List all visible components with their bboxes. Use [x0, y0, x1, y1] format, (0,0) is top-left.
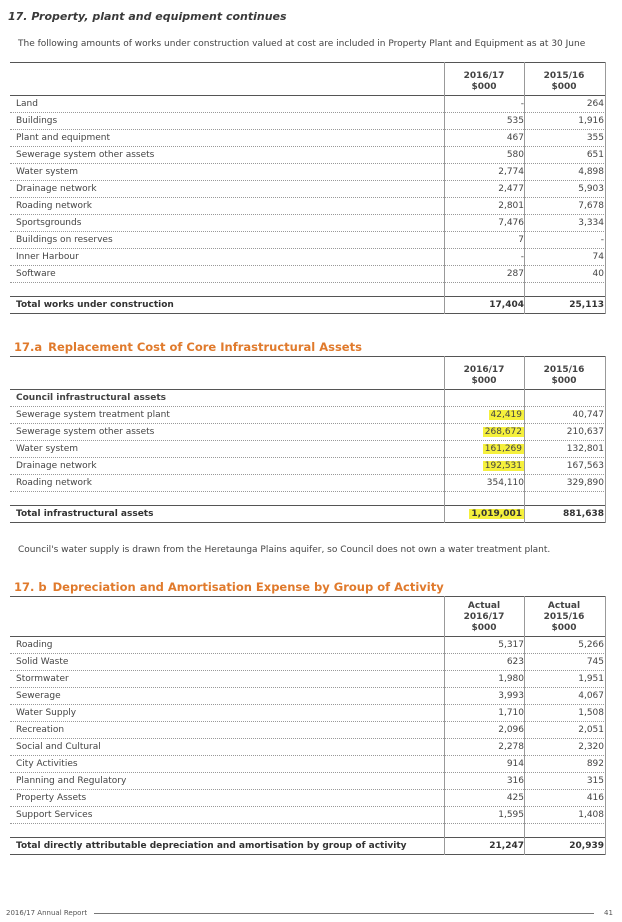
value-current-year: 7,476: [498, 218, 524, 228]
column-header-line: 2015/16: [543, 365, 585, 375]
table-top-rule: [10, 596, 606, 597]
column-header-line: $000: [471, 376, 497, 386]
value-prior-year: 315: [586, 776, 604, 786]
row-label: Sewerage: [16, 691, 61, 701]
table-row: [10, 112, 606, 130]
section-17b-number: 17. b: [14, 580, 47, 594]
column-header-1: [444, 365, 524, 387]
table-row: [10, 755, 606, 773]
value-prior-year: 1,951: [578, 674, 604, 684]
value-current-year: 3,993: [498, 691, 524, 701]
value-current-year: 535: [506, 116, 524, 126]
table-row: [10, 265, 606, 283]
value-current-year: -: [520, 252, 524, 262]
table-row: [10, 214, 606, 232]
row-label: Land: [16, 99, 38, 109]
section-17-intro: The following amounts of works under construction valued at cost are included in Property Plant and Equipment as at 30 June: [18, 39, 586, 49]
value-current-year: 2,096: [498, 725, 524, 735]
row-label: Property Assets: [16, 793, 87, 803]
value-current-year: [444, 461, 524, 471]
value-prior-year: 4,898: [578, 167, 604, 177]
row-label: Sewerage system other assets: [16, 427, 155, 437]
subheading-label: Council infrastructural assets: [16, 393, 166, 403]
column-header-2: [524, 601, 604, 634]
table-top-rule: [10, 356, 606, 357]
value-current-year: 1,980: [498, 674, 524, 684]
value-current-year: 5,317: [498, 640, 524, 650]
value-current-year: 316: [506, 776, 524, 786]
row-label: Buildings on reserves: [16, 235, 113, 245]
value-prior-year: 264: [586, 99, 604, 109]
water-supply-note: Council's water supply is drawn from the Heretaunga Plains aquifer, so Council does not own a water treatment plant.: [18, 545, 551, 555]
value-prior-year: 40,747: [572, 410, 604, 420]
section-17a-heading: Replacement Cost of Core Infrastructural Assets: [48, 340, 362, 354]
column-divider: [524, 356, 525, 523]
value-prior-year: 132,801: [566, 444, 604, 454]
column-divider: [605, 62, 606, 314]
total-prior-year: 25,113: [569, 300, 604, 310]
row-label: Stormwater: [16, 674, 69, 684]
row-label: Roading network: [16, 478, 92, 488]
row-label: Support Services: [16, 810, 93, 820]
column-header-line: 2016/17: [463, 71, 505, 81]
column-divider: [444, 596, 445, 855]
total-current-year: 17,404: [489, 300, 524, 310]
highlighted-value: 268,672: [484, 427, 522, 437]
value-current-year: 2,801: [498, 201, 524, 211]
value-prior-year: 5,266: [578, 640, 604, 650]
column-divider: [605, 596, 606, 855]
highlighted-value: 192,531: [484, 461, 522, 471]
section-17a-number: 17.a: [14, 340, 43, 354]
value-current-year: 354,110: [486, 478, 524, 488]
value-current-year: 7: [518, 235, 524, 245]
value-prior-year: 355: [586, 133, 604, 143]
table-row: [10, 180, 606, 198]
row-label: Software: [16, 269, 56, 279]
value-current-year: 2,774: [498, 167, 524, 177]
highlighted-value: 161,269: [484, 444, 522, 454]
section-17b-heading: Depreciation and Amortisation Expense by Group of Activity: [52, 580, 444, 594]
value-prior-year: 2,051: [578, 725, 604, 735]
column-header-line: $000: [471, 623, 497, 633]
table-row: [10, 789, 606, 807]
row-label: Roading: [16, 640, 53, 650]
value-current-year: [444, 410, 524, 420]
value-current-year: 914: [506, 759, 524, 769]
table-row: [10, 457, 606, 475]
column-header-line: 2015/16: [543, 612, 585, 622]
column-divider: [605, 356, 606, 523]
column-header-1: [444, 71, 524, 93]
row-label: Planning and Regulatory: [16, 776, 127, 786]
table-row: [10, 738, 606, 756]
row-label: Inner Harbour: [16, 252, 79, 262]
row-label: Plant and equipment: [16, 133, 111, 143]
highlighted-total: 1,019,001: [471, 509, 522, 519]
section-17b-title: [14, 580, 444, 594]
table-row: [10, 231, 606, 249]
column-divider: [524, 62, 525, 314]
table-row: [10, 772, 606, 790]
table-row: [10, 636, 606, 654]
column-divider: [524, 596, 525, 855]
value-prior-year: 745: [586, 657, 604, 667]
value-prior-year: 1,916: [578, 116, 604, 126]
row-label: Sportsgrounds: [16, 218, 82, 228]
column-header-line: 2015/16: [543, 71, 585, 81]
row-label: Roading network: [16, 201, 92, 211]
column-divider: [444, 62, 445, 314]
value-current-year: 1,595: [498, 810, 524, 820]
row-label: Sewerage system treatment plant: [16, 410, 170, 420]
column-header-line: $000: [551, 623, 577, 633]
value-current-year: 1,710: [498, 708, 524, 718]
table-row: [10, 721, 606, 739]
column-header-line: $000: [551, 376, 577, 386]
value-prior-year: 5,903: [578, 184, 604, 194]
value-current-year: 425: [506, 793, 524, 803]
row-label: Solid Waste: [16, 657, 69, 667]
value-prior-year: -: [600, 235, 604, 245]
table-row: [10, 704, 606, 722]
row-label: Buildings: [16, 116, 58, 126]
row-label: Sewerage system other assets: [16, 150, 155, 160]
row-label: Recreation: [16, 725, 65, 735]
value-prior-year: 4,067: [578, 691, 604, 701]
section-17-title: 17. Property, plant and equipment continues: [8, 10, 287, 23]
table-top-rule: [10, 62, 606, 63]
row-label: Water system: [16, 444, 79, 454]
value-prior-year: 167,563: [566, 461, 604, 471]
table-row: [10, 146, 606, 164]
value-prior-year: 329,890: [566, 478, 604, 488]
value-current-year: 2,477: [498, 184, 524, 194]
row-label: City Activities: [16, 759, 78, 769]
total-prior-year: 20,939: [569, 841, 604, 851]
value-prior-year: 40: [592, 269, 604, 279]
table-row: [10, 95, 606, 113]
total-row: [10, 505, 606, 523]
value-current-year: [444, 444, 524, 454]
total-label: Total directly attributable depreciation and amortisation by group of activity: [16, 841, 407, 851]
total-row: [10, 296, 606, 314]
column-header-1: [444, 601, 524, 634]
column-header-line: $000: [471, 82, 497, 92]
value-prior-year: 7,678: [578, 201, 604, 211]
column-header-line: Actual: [547, 601, 581, 611]
column-header-line: 2016/17: [463, 365, 505, 375]
value-prior-year: 1,408: [578, 810, 604, 820]
value-prior-year: 892: [586, 759, 604, 769]
value-prior-year: 210,637: [566, 427, 604, 437]
table-row: [10, 806, 606, 824]
value-prior-year: 2,320: [578, 742, 604, 752]
value-current-year: 623: [506, 657, 524, 667]
row-label: Drainage network: [16, 461, 97, 471]
column-header-line: $000: [551, 82, 577, 92]
total-label: Total infrastructural assets: [16, 509, 154, 519]
table-row: [10, 687, 606, 705]
table-row: [10, 423, 606, 441]
table-row: [10, 163, 606, 181]
value-prior-year: 1,508: [578, 708, 604, 718]
page-number: 41: [604, 909, 613, 917]
value-prior-year: 3,334: [578, 218, 604, 228]
total-current-year: [444, 509, 524, 519]
row-label: Water system: [16, 167, 79, 177]
value-current-year: 2,278: [498, 742, 524, 752]
column-header-line: Actual: [467, 601, 501, 611]
row-label: Social and Cultural: [16, 742, 101, 752]
row-label: Drainage network: [16, 184, 97, 194]
total-label: Total works under construction: [16, 300, 174, 310]
footer-report-name: 2016/17 Annual Report: [6, 909, 88, 917]
table-row: [10, 129, 606, 147]
subheading-row: [10, 389, 606, 407]
value-current-year: [444, 427, 524, 437]
row-label: Water Supply: [16, 708, 77, 718]
column-header-line: 2016/17: [463, 612, 505, 622]
section-17a-title: [14, 340, 362, 354]
total-current-year: 21,247: [489, 841, 524, 851]
table-row: [10, 406, 606, 424]
highlighted-value: 42,419: [490, 410, 522, 420]
value-current-year: 287: [506, 269, 524, 279]
column-divider: [444, 356, 445, 523]
total-row: [10, 837, 606, 855]
value-current-year: 467: [506, 133, 524, 143]
value-current-year: -: [520, 99, 524, 109]
table-row: [10, 670, 606, 688]
column-header-2: [524, 71, 604, 93]
table-row: [10, 440, 606, 458]
value-prior-year: 651: [586, 150, 604, 160]
value-prior-year: 416: [586, 793, 604, 803]
total-prior-year: 881,638: [563, 509, 604, 519]
table-row: [10, 197, 606, 215]
value-prior-year: 74: [592, 252, 604, 262]
table-row: [10, 653, 606, 671]
table-row: [10, 474, 606, 492]
value-current-year: 580: [506, 150, 524, 160]
table-row: [10, 248, 606, 266]
column-header-2: [524, 365, 604, 387]
footer-rule: [94, 913, 594, 914]
